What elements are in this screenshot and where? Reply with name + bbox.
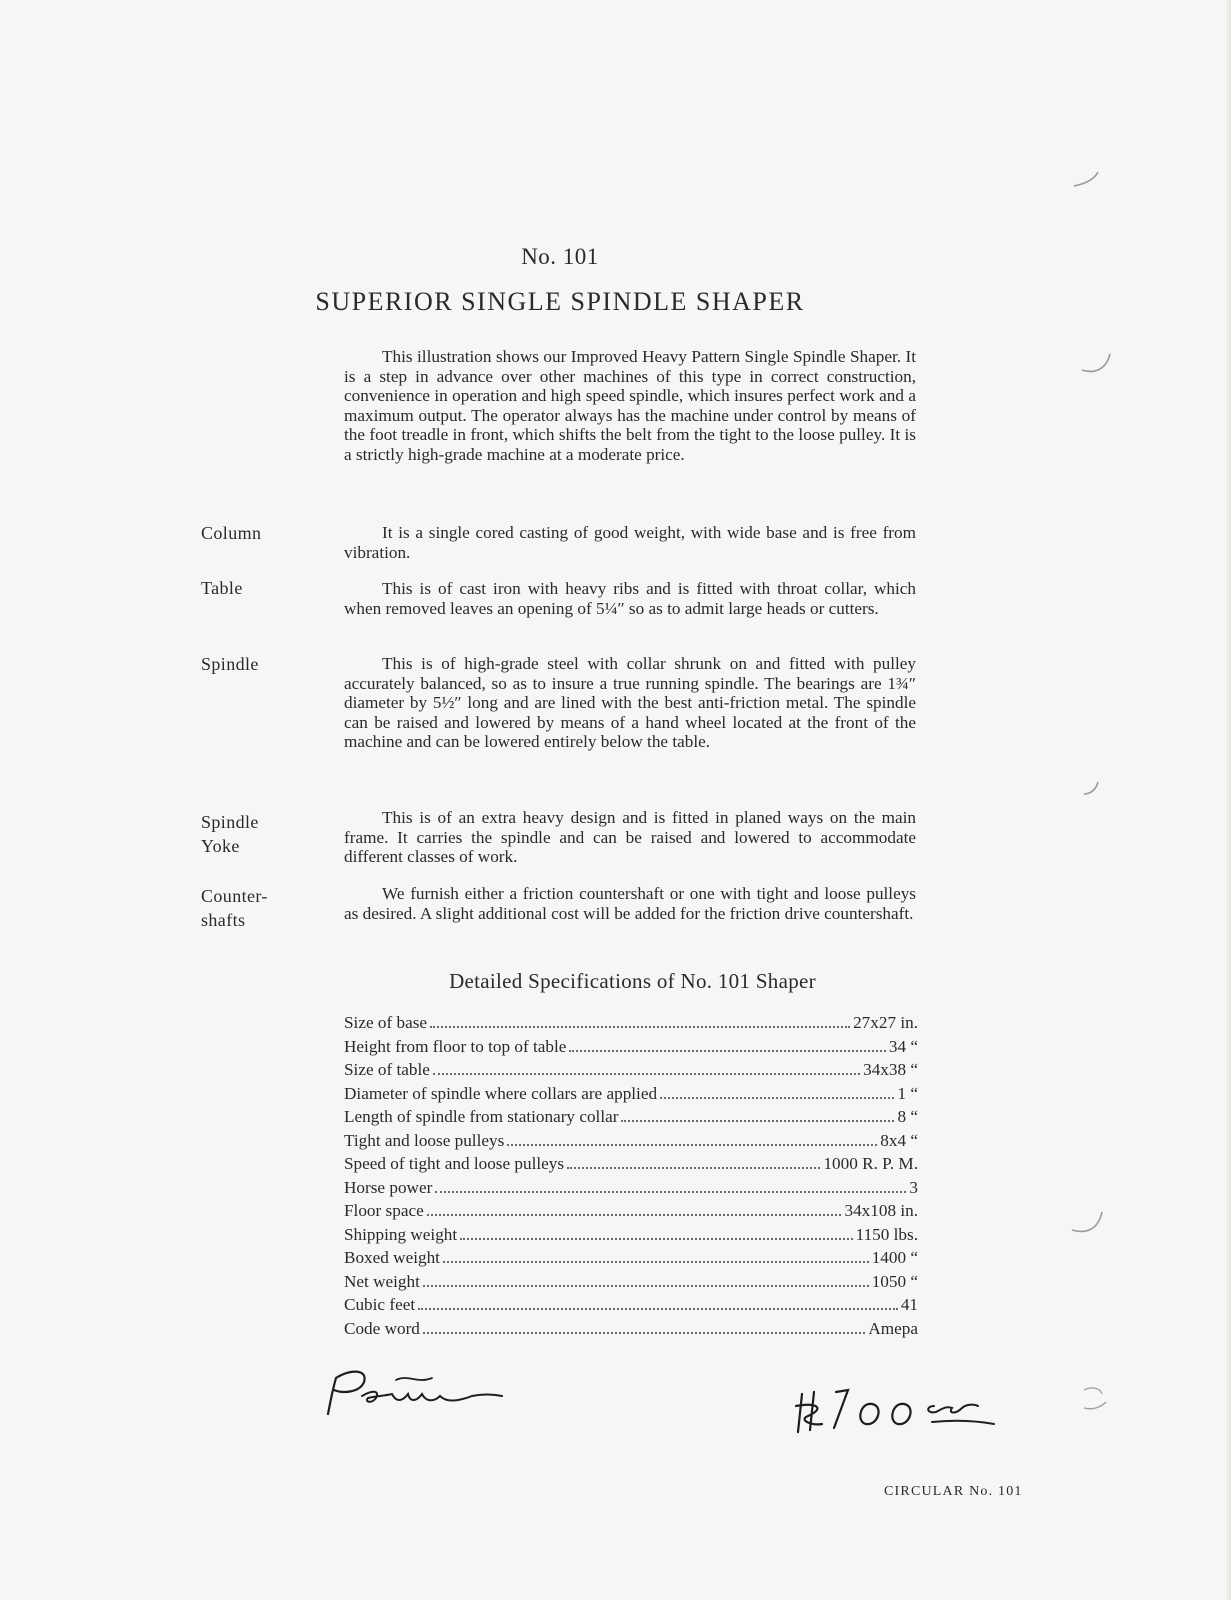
section-text-column: It is a single cored casting of good weight, with wide base and is free from vibration.	[344, 523, 916, 562]
spec-row	[344, 1201, 918, 1225]
spec-row	[344, 1248, 918, 1272]
binder-mark	[1076, 340, 1116, 380]
handwritten-price-value	[786, 1382, 1001, 1442]
spec-row	[344, 1107, 918, 1131]
spec-row	[344, 1319, 918, 1343]
spec-label: Length of spindle from stationary collar	[344, 1107, 619, 1126]
section-label-line1: Spindle	[201, 812, 259, 832]
leader-dots	[443, 1261, 869, 1263]
spec-value: 1 “	[897, 1083, 918, 1103]
spec-label: Height from floor to top of table	[344, 1036, 567, 1056]
binder-mark	[1070, 166, 1104, 190]
section-label-table	[201, 576, 311, 600]
handwritten-price-label	[322, 1362, 507, 1422]
spec-value: 8 “	[897, 1107, 918, 1126]
spec-label: Diameter of spindle where collars are applied	[344, 1083, 658, 1103]
spec-value: 1000 R. P. M.	[823, 1154, 918, 1173]
spec-value: 27x27 in.	[853, 1013, 918, 1032]
spec-value: 3	[909, 1177, 918, 1197]
spec-label: Boxed weight	[344, 1248, 440, 1267]
section-label-column	[201, 521, 311, 545]
spec-row	[344, 1272, 918, 1296]
spec-row	[344, 1178, 918, 1202]
spec-row	[344, 1295, 918, 1319]
binder-mark	[1078, 1382, 1112, 1416]
binder-mark	[1080, 776, 1104, 800]
section-label-line1: Column	[201, 523, 262, 543]
leader-dots	[569, 1050, 885, 1052]
spec-label: Size of table	[344, 1060, 430, 1079]
section-label-line1: Counter-	[201, 886, 268, 906]
spec-value: 8x4 “	[880, 1130, 918, 1150]
page-edge-shadow	[1225, 0, 1231, 1600]
leader-dots	[433, 1073, 860, 1075]
leader-dots	[423, 1332, 865, 1334]
section-label-line1: Table	[201, 578, 243, 598]
section-text-countershafts: We furnish either a friction countershaft or one with tight and loose pulleys as desired. A slight additional cost will be added for the friction drive countershaft.	[344, 884, 916, 923]
circular-footer: CIRCULAR No. 101	[884, 1484, 1023, 1499]
leader-dots	[423, 1285, 869, 1287]
spec-row	[344, 1084, 918, 1108]
spec-label: Tight and loose pulleys	[344, 1130, 505, 1150]
spec-label: Horse power	[344, 1177, 433, 1197]
spec-label: Speed of tight and loose pulleys	[344, 1154, 565, 1173]
section-label-spindle-yoke	[201, 810, 311, 858]
leader-dots	[430, 1026, 850, 1028]
spec-value: 34x38 “	[863, 1060, 918, 1079]
spec-label: Size of base	[344, 1013, 428, 1032]
specs-heading: Detailed Specifications of No. 101 Shaper	[449, 969, 816, 993]
section-label-countershafts	[201, 884, 311, 932]
section-text-table: This is of cast iron with heavy ribs and is fitted with throat collar, which when removed leaves an opening of 5¼″ so as to admit large heads or cutters.	[344, 579, 916, 618]
section-label-line1: Spindle	[201, 654, 259, 674]
spec-label: Code word	[344, 1318, 420, 1338]
spec-row	[344, 1060, 918, 1084]
spec-value: 34x108 in.	[844, 1201, 918, 1220]
leader-dots	[418, 1308, 898, 1310]
spec-row	[344, 1037, 918, 1061]
spec-row	[344, 1131, 918, 1155]
page-title: SUPERIOR SINGLE SPINDLE SHAPER	[315, 287, 805, 316]
spec-value: 1150 lbs.	[855, 1224, 918, 1244]
section-label-line2: Yoke	[201, 836, 240, 856]
spec-value: 41	[900, 1295, 918, 1314]
spec-value: Amepa	[868, 1318, 918, 1338]
specs-table	[344, 1013, 918, 1342]
spec-value: 34 “	[888, 1036, 918, 1056]
spec-row	[344, 1225, 918, 1249]
spec-label: Shipping weight	[344, 1224, 458, 1244]
spec-label: Floor space	[344, 1201, 424, 1220]
binder-mark	[1068, 1204, 1108, 1238]
spec-value: 1400 “	[871, 1248, 918, 1267]
leader-dots	[460, 1238, 852, 1240]
leader-dots	[621, 1120, 894, 1122]
spec-value: 1050 “	[871, 1271, 918, 1291]
leader-dots	[660, 1097, 894, 1099]
spec-row	[344, 1154, 918, 1178]
section-text-spindle-yoke: This is of an extra heavy design and is fitted in planed ways on the main frame. It carries the spindle and can be raised and lowered to accommodate different classes of work.	[344, 808, 916, 867]
spec-label: Net weight	[344, 1271, 420, 1291]
leader-dots	[567, 1167, 820, 1169]
intro-paragraph: This illustration shows our Improved Heavy Pattern Single Spindle Shaper. It is a step in advance over other machines of this type in correct construction, convenience in operation and high speed spindle, which insures perfect work and a maximum output. The operator always has the machine under control by means of the foot treadle in front, which shifts the belt from the tight to the loose pulley. It is a strictly high-grade machine at a moderate price.	[344, 347, 916, 464]
leader-dots	[427, 1214, 842, 1216]
leader-dots	[507, 1144, 877, 1146]
section-text-spindle: This is of high-grade steel with collar shrunk on and fitted with pulley accurately balanced, so as to insure a true running spindle. The bearings are 1¾″ diameter by 5½″ long and are lined with the best anti-friction metal. The spindle can be raised and lowered by means of a hand wheel located at the front of the machine and can be lowered entirely below the table.	[344, 654, 916, 752]
section-label-line2: shafts	[201, 910, 246, 930]
leader-dots	[435, 1191, 906, 1193]
model-number: No. 101	[521, 244, 599, 269]
section-label-spindle	[201, 652, 311, 676]
spec-row	[344, 1013, 918, 1037]
spec-label: Cubic feet	[344, 1295, 416, 1314]
